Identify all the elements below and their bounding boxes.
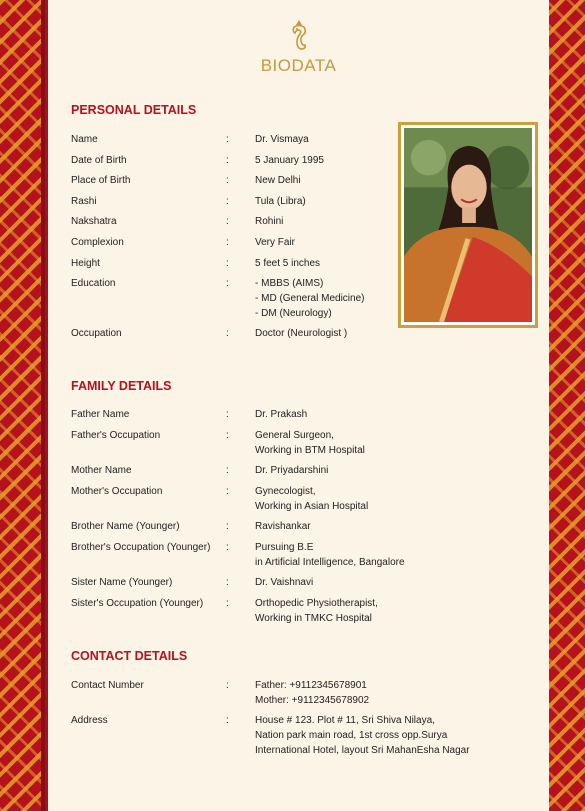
field-value-line: Very Fair — [255, 237, 296, 248]
field-value-line: Working in BTM Hospital — [255, 445, 365, 456]
field-value-line: Dr. Vismaya — [255, 134, 309, 145]
field-value-line: Gynecologist, — [255, 486, 316, 497]
biodata-page — [48, 0, 549, 811]
field-separator: : — [226, 465, 229, 476]
contact-detail-row — [71, 713, 495, 758]
field-value — [255, 596, 495, 626]
field-separator: : — [226, 216, 229, 227]
profile-photo — [398, 122, 538, 328]
field-separator: : — [226, 486, 229, 497]
field-separator: : — [226, 409, 229, 420]
decorative-border-left — [0, 0, 45, 811]
field-separator: : — [226, 175, 229, 186]
page-title: BIODATA — [260, 56, 337, 75]
family-detail-row — [71, 428, 495, 458]
field-label: Brother's Occupation (Younger) — [71, 542, 211, 553]
field-separator: : — [226, 328, 229, 339]
family-detail-row — [71, 463, 495, 478]
field-value-line: Dr. Vaishnavi — [255, 577, 314, 588]
field-value — [255, 463, 495, 478]
family-detail-row — [71, 596, 495, 626]
field-value-line: Pursuing B.E — [255, 542, 314, 553]
field-label: Sister Name (Younger) — [71, 577, 173, 588]
field-value-line: Working in TMKC Hospital — [255, 613, 372, 624]
field-value-line: Nation park main road, 1st cross opp.Surya — [255, 730, 448, 741]
field-value — [255, 484, 495, 514]
section-title-family: FAMILY DETAILS — [71, 379, 172, 393]
portrait-image — [404, 128, 532, 322]
field-value-line: - MBBS (AIMS) — [255, 278, 324, 289]
field-value — [255, 519, 495, 534]
field-separator: : — [226, 237, 229, 248]
field-label: Occupation — [71, 328, 122, 339]
field-value-line: 5 January 1995 — [255, 155, 324, 166]
field-separator: : — [226, 430, 229, 441]
field-separator: : — [226, 155, 229, 166]
field-label: Complexion — [71, 237, 124, 248]
field-value-line: New Delhi — [255, 175, 301, 186]
field-label: Nakshatra — [71, 216, 117, 227]
page-header — [48, 18, 549, 76]
field-value-line: Working in Asian Hospital — [255, 501, 369, 512]
field-value-line: Doctor (Neurologist ) — [255, 328, 348, 339]
field-separator: : — [226, 680, 229, 691]
field-separator: : — [226, 258, 229, 269]
field-value — [255, 713, 495, 758]
field-value-line: International Hotel, layout Sri MahanEsha Nagar — [255, 745, 470, 756]
family-detail-row — [71, 407, 495, 422]
section-title-personal: PERSONAL DETAILS — [71, 103, 197, 117]
contact-detail-row — [71, 678, 495, 708]
field-label: Address — [71, 715, 108, 726]
field-value-line: General Surgeon, — [255, 430, 334, 441]
field-value-line: Dr. Prakash — [255, 409, 308, 420]
field-value-line: Tula (Libra) — [255, 196, 306, 207]
field-separator: : — [226, 278, 229, 289]
field-value — [255, 407, 495, 422]
field-separator: : — [226, 598, 229, 609]
field-value-line: Dr. Priyadarshini — [255, 465, 329, 476]
field-value-line: 5 feet 5 inches — [255, 258, 321, 269]
field-label: Height — [71, 258, 100, 269]
field-separator: : — [226, 521, 229, 532]
field-label: Education — [71, 278, 116, 289]
field-value — [255, 678, 495, 708]
field-value — [255, 326, 495, 341]
field-separator: : — [226, 715, 229, 726]
field-label: Father Name — [71, 409, 130, 420]
family-detail-row — [71, 540, 495, 570]
section-title-contact: CONTACT DETAILS — [71, 649, 188, 663]
personal-detail-row — [71, 326, 495, 341]
field-value-line: Father: +9112345678901 — [255, 680, 367, 691]
field-value-line: - MD (General Medicine) — [255, 293, 365, 304]
field-value — [255, 575, 495, 590]
family-detail-row — [71, 575, 495, 590]
field-label: Mother Name — [71, 465, 132, 476]
family-detail-row — [71, 519, 495, 534]
field-value-line: Rohini — [255, 216, 284, 227]
field-label: Place of Birth — [71, 175, 131, 186]
field-separator: : — [226, 134, 229, 145]
field-label: Brother Name (Younger) — [71, 521, 180, 532]
family-detail-row — [71, 484, 495, 514]
field-separator: : — [226, 577, 229, 588]
field-value — [255, 540, 495, 570]
field-value — [255, 428, 495, 458]
field-label: Father's Occupation — [71, 430, 161, 441]
field-label: Date of Birth — [71, 155, 127, 166]
field-label: Mother's Occupation — [71, 486, 163, 497]
field-label: Name — [71, 134, 98, 145]
field-label: Contact Number — [71, 680, 144, 691]
ganesha-icon — [286, 18, 312, 52]
field-value-line: in Artificial Intelligence, Bangalore — [255, 557, 405, 568]
field-value-line: Ravishankar — [255, 521, 311, 532]
field-value-line: House # 123. Plot # 11, Sri Shiva Nilaya, — [255, 715, 435, 726]
field-separator: : — [226, 196, 229, 207]
field-value-line: Mother: +9112345678902 — [255, 695, 370, 706]
field-label: Sister's Occupation (Younger) — [71, 598, 204, 609]
field-value-line: - DM (Neurology) — [255, 308, 332, 319]
field-value-line: Orthopedic Physiotherapist, — [255, 598, 378, 609]
field-separator: : — [226, 542, 229, 553]
field-label: Rashi — [71, 196, 97, 207]
